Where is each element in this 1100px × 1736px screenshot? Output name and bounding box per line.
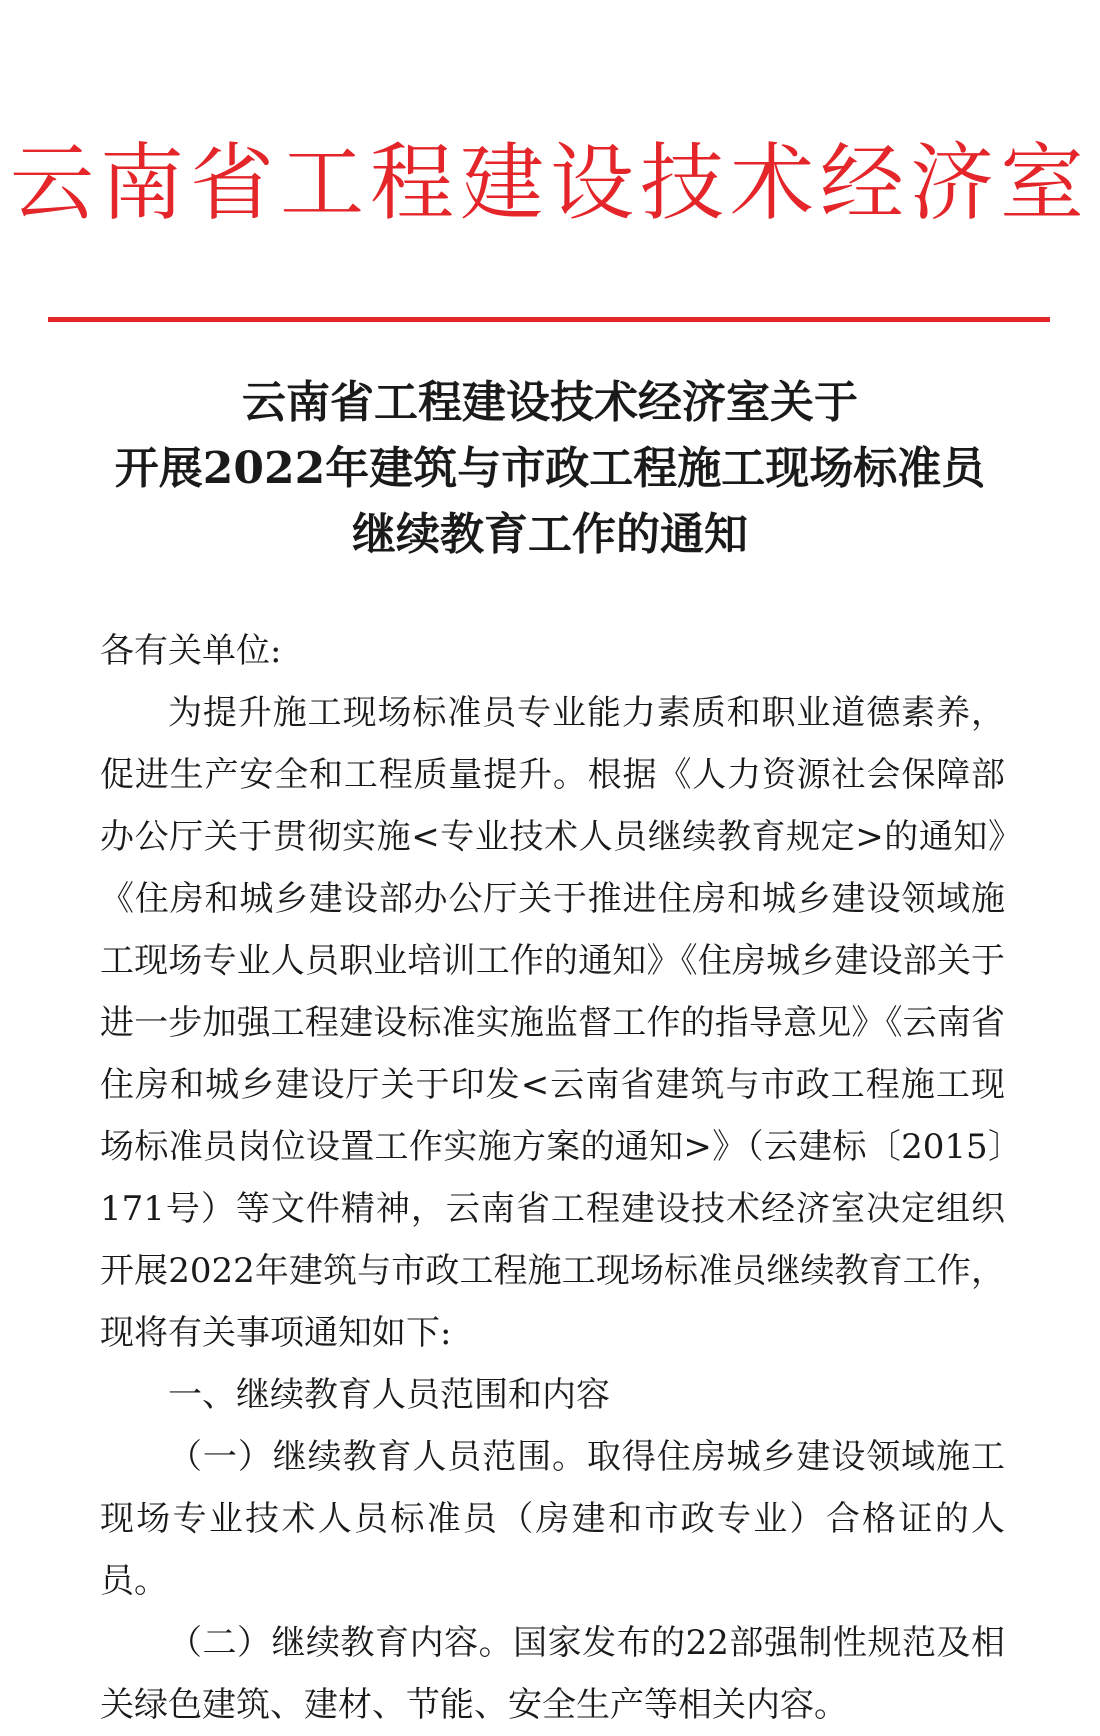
section-heading-1: 一、继续教育人员范围和内容 [168,1375,610,1415]
title-line-3: 继续教育工作的通知 [352,509,748,560]
document-title [0,370,1100,568]
item-2-content: （二）继续教育内容。国家发布的22部强制性规范及相关绿色建筑、建材、节能、安全生产等相关内容。 [100,1623,1005,1725]
title-line-2: 开展2022年建筑与市政工程施工现场标准员 [114,443,986,494]
letterhead-red-rule [48,317,1050,322]
letterhead-org-name: 云南省工程建设技术经济室 [9,134,1090,232]
salutation: 各有关单位: [100,631,282,671]
item-1-scope: （一）继续教育人员范围。取得住房城乡建设领域施工现场专业技术人员标准员（房建和市政专业）合格证的人员。 [100,1437,1005,1601]
document-body [100,620,1005,1736]
title-line-1: 云南省工程建设技术经济室关于 [242,377,858,428]
paragraph-intro: 为提升施工现场标准员专业能力素质和职业道德素养，促进生产安全和工程质量提升。根据《人力资源社会保障部办公厅关于贯彻实施<专业技术人员继续教育规定>的通知》《住房和城乡建设部办公厅关于推进住房和城乡建设领域施工现场专业人员职业培训工作的通知》《住房城乡建设部关于进一步加强工程建设标准实施监督工作的指导意见》《云南省住房和城乡建设厅关于印发<云南省建筑与市政工程施工现场标准员岗位设置工作实施方案的通知>》（云建标〔2015〕171号）等文件精神，云南省工程建设技术经济室决定组织开展2022年建筑与市政工程施工现场标准员继续教育工作，现将有关事项通知如下: [100,693,1005,1353]
